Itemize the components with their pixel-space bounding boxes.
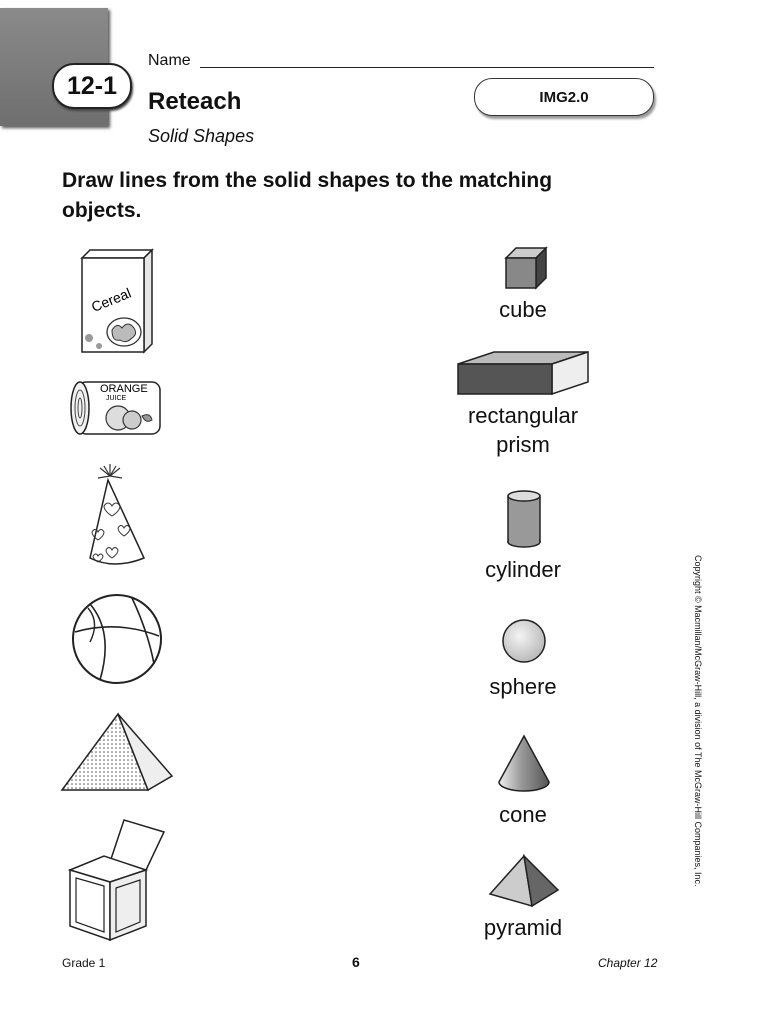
lesson-number: 12-1 [52,63,132,109]
rectangular-prism-label-line2: prism [496,432,550,457]
page-title: Reteach [148,88,242,115]
cone-label: cone [499,802,547,827]
name-line[interactable] [200,67,654,68]
rectangular-prism-label-line1: rectangular [467,403,579,428]
cereal-text: Cereal [89,284,134,315]
cylinder-image [506,490,542,548]
pyramid-label: pyramid [483,915,563,940]
pyramid-image [488,854,560,910]
name-label: Name [148,52,191,69]
copyright-notice [690,555,706,887]
juice-can-image [68,378,168,438]
copyright-text: Copyright © Macmillan/McGraw-Hill, a division of The McGraw-Hill Companies, Inc. [693,555,703,887]
cereal-box-image [78,246,156,356]
instructions: Draw lines from the solid shapes to the matching objects. [62,169,553,222]
sphere-image [500,617,548,665]
cube-image [504,246,548,290]
juice-sublabel: JUICE [106,395,127,402]
rectangular-prism-image [456,350,592,398]
juice-label: ORANGE [100,383,148,395]
open-box-image [66,816,170,944]
cube-label: cube [499,297,547,322]
sphere-label: sphere [489,674,557,699]
page-number: 6 [352,954,360,970]
pyramid-object-image [58,710,176,796]
code-badge: IMG2.0 [474,78,654,116]
party-hat-image [84,462,150,568]
footer-grade: Grade 1 [62,956,106,970]
cone-image [496,734,552,794]
page-subtitle: Solid Shapes [148,126,255,146]
footer-chapter: Chapter 12 [598,956,658,970]
basketball-image [70,592,164,686]
rectangular-prism-label [423,401,623,459]
cylinder-label: cylinder [485,557,561,582]
